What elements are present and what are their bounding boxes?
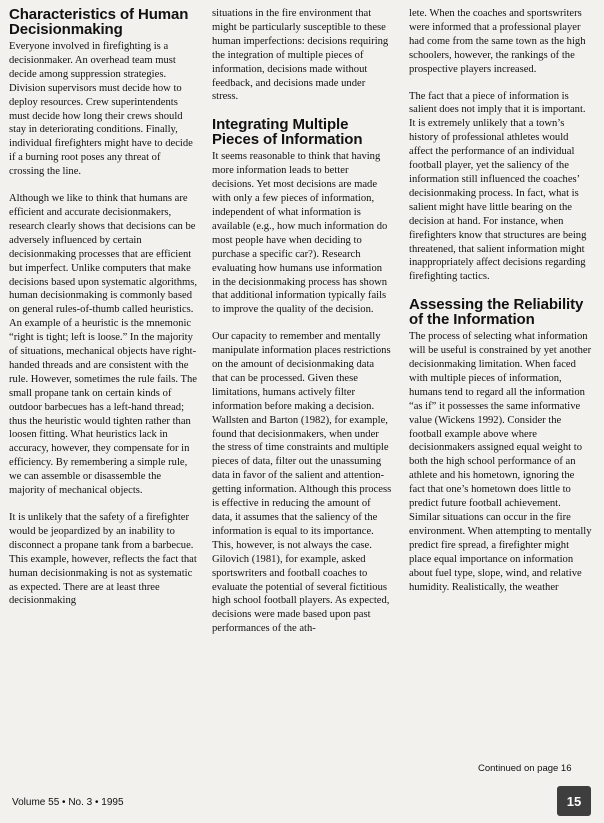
article-column-3 [409, 7, 592, 607]
page-number: 15 [566, 793, 582, 809]
page-number-badge [557, 786, 591, 816]
section-heading: Assessing the Reliability of the Information [409, 296, 584, 329]
paragraph: It is unlikely that the safety of a firefighter would be jeopardized by an inability to disconnect a propane tank from a barbecue. This example, however, reflects the fact that human decisionmaking is not as systematic as expected. There are at least three decisionmaking [9, 512, 197, 607]
section-heading: Characteristics of Human Decisionmaking [9, 6, 189, 38]
paragraph: Although we like to think that humans are efficient and accurate decisionmakers, research clearly shows that decisions can be adversely influenced by certain decisionmaking processes that are efficient but imperfect. Unlike computers that make decisions based upon systematic algorithms, human decisionmaking is commonly based on general rules-of-thumb called heuristics. An example of a heuristic is the mnemonic “right is tight; left is loose.” In the majority of situations, mechanical objects have right-handed threads and are consistent with the rule. However, sometimes the rule fails. The small propane tank on certain kinds of outdoor barbecues has a left-hand thread; thus the heuristic would tighten rather than loosen fitting. What heuristics lack in accuracy, however, they compensate for in efficiency. By remembering a simple rule, we can assemble or disassemble the majority of mechanical objects. [9, 193, 198, 497]
paragraph: The process of selecting what information will be useful is constrained by yet another decisionmaking limitation. When faced with multiple pieces of information, humans tend to regard all the information “as if” it possesses the same informative value (Wickens 1992). Consider the football example above where decisionmakers assigned equal weight to both the high school performance of an athlete and his hometown, ignoring the fact that one’s hometown does little to predict future football achievement. Similar situations can occur in the fire environment. When attempting to mentally predict fire spread, a firefighter might place equal importance on information about fuel type, slope, wind, and relative humidity. Realistically, the weather [409, 331, 592, 593]
paragraph: Everyone involved in firefighting is a decisionmaker. An overhead team must decide among suppression strategies. Division supervisors must decide how to deploy resources. Crew superintendents must decide how long their crews should stay in deteriorating conditions. Finally, individual firefighters might have to decide if a burning root poses any threat of crossing the line. [9, 41, 193, 178]
issue-footer: Volume 55 • No. 3 • 1995 [12, 797, 124, 808]
paragraph: situations in the fire environment that might be particularly susceptible to these human imperfections: decisions requiring the integration of multiple pieces of information, decisions made without feedback, and decisions made under stress. [212, 8, 389, 103]
paragraph: The fact that a piece of information is salient does not imply that it is important. It is extremely unlikely that a town’s history of professional athletes would affect the performance of an individual football player, yet the saliency of the information still influenced the coaches’ decisionmaking process. In fact, what is salient might have little bearing on the decision at hand. For instance, when firefighters know that structures are being threatened, that salient information might inappropriately affect decisions regarding firefighting tactics. [409, 90, 587, 283]
paragraph: Our capacity to remember and mentally manipulate information places restrictions on the amount of decisionmaking data that can be processed. Given these limitations, humans actively filter information before making a decision. Wallsten and Barton (1982), for example, found that decisionmakers, when under the stress of time constraints and multiple pieces of data, filter out the unassuming data in favor of the salient and attention-getting information. Although this process is effective in reducing the amount of data, it assumes that the saliency of the information is equal to its importance. This, however, is not always the case. Gilovich (1981), for example, asked sportswriters and football coaches to evaluate the potential of several fictitious high school football players. As expected, decisions were made based upon past performances of the ath- [212, 331, 392, 635]
continued-note: Continued on page 16 [478, 763, 572, 774]
section-heading: Integrating Multiple Pieces of Information [212, 116, 363, 149]
paragraph: lete. When the coaches and sportswriters were informed that a professional player had come from the same town as the high schoolers, however, the rankings of the prospective players increased. [409, 8, 586, 75]
paragraph: It seems reasonable to think that having more information leads to better decisions. Yet most decisions are made with only a few pieces of information, independent of what information is available (e.g., how much information do most people have when deciding to purchase a specific car?). Research evaluating how humans use information in the decisionmaking process has shown that additional information typically fails to improve the quality of the decision. [212, 151, 388, 316]
article-column-2 [212, 7, 392, 649]
article-column-1 [9, 7, 197, 621]
